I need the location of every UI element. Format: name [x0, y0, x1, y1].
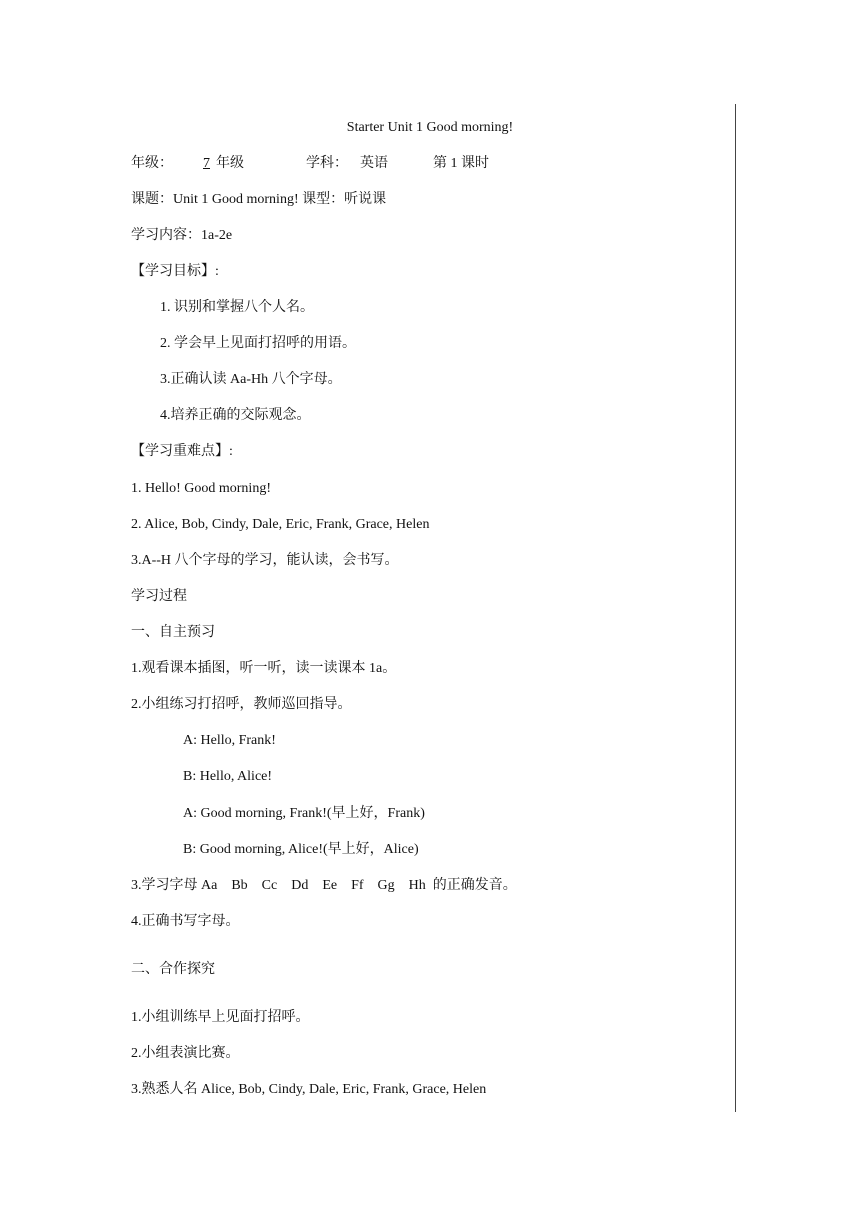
subject-label: 学科： [306, 156, 348, 171]
keypoint-item: 2. Alice, Bob, Cindy, Dale, Eric, Frank, Grace, Helen [131, 517, 430, 532]
content-line: 学习内容：1a-2e [131, 228, 233, 243]
section1-item: 2.小组练习打招呼，教师巡回指导。 [131, 697, 352, 712]
dialogue-line: A: Hello, Frank! [183, 733, 276, 748]
keypoints-heading: 【学习重难点】: [131, 444, 233, 459]
section2-item: 3.熟悉人名 Alice, Bob, Cindy, Dale, Eric, Frank, Grace, Helen [131, 1082, 487, 1097]
subject-value: 英语 [360, 156, 388, 171]
goals-heading: 【学习目标】: [131, 264, 219, 279]
process-heading: 学习过程 [131, 589, 187, 604]
grade-value: 7 [203, 156, 210, 171]
grade-label: 年级： [131, 156, 173, 171]
section1-item: 1.观看课本插图，听一听，读一读课本 1a。 [131, 661, 397, 676]
section2-heading: 二、合作探究 [131, 962, 215, 977]
section1-item: 3.学习字母 Aa Bb Cc Dd Ee Ff Gg Hh 的正确发音。 [131, 878, 517, 893]
document-title: Starter Unit 1 Good morning! [346, 120, 514, 135]
dialogue-line: A: Good morning, Frank!(早上好，Frank) [183, 806, 425, 821]
lesson-number: 第 1 课时 [433, 156, 489, 171]
section1-heading: 一、自主预习 [131, 625, 215, 640]
section2-item: 1.小组训练早上见面打招呼。 [131, 1010, 310, 1025]
grade-suffix: 年级 [216, 156, 244, 171]
keypoint-item: 3.A--H 八个字母的学习，能认读，会书写。 [131, 553, 399, 568]
keypoint-item: 1. Hello! Good morning! [131, 481, 271, 496]
dialogue-line: B: Good morning, Alice!(早上好，Alice) [183, 842, 419, 857]
dialogue-line: B: Hello, Alice! [183, 769, 273, 784]
section1-item: 4.正确书写字母。 [131, 914, 240, 929]
goal-item: 4.培养正确的交际观念。 [160, 408, 311, 423]
page-right-rule [735, 104, 736, 1112]
topic-line: 课题：Unit 1 Good morning! 课型：听说课 [131, 192, 387, 207]
goal-item: 1. 识别和掌握八个人名。 [160, 300, 314, 315]
info-row [131, 155, 489, 173]
section2-item: 2.小组表演比赛。 [131, 1046, 240, 1061]
goal-item: 3.正确认读 Aa-Hh 八个字母。 [160, 372, 342, 387]
goal-item: 2. 学会早上见面打招呼的用语。 [160, 336, 356, 351]
